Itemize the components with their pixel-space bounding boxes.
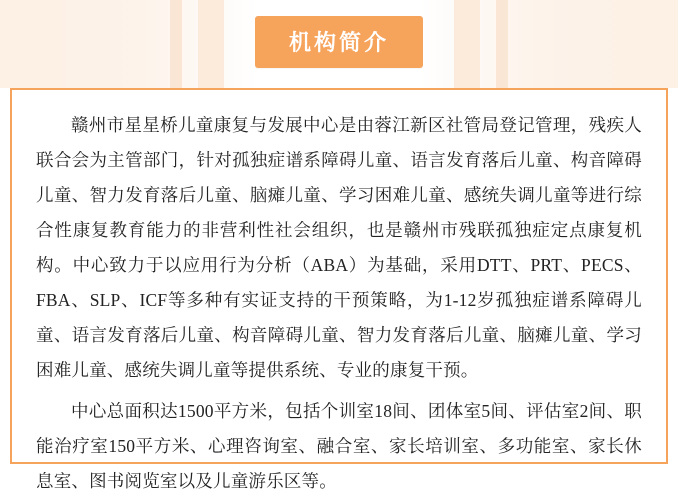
intro-paragraph-2: 中心总面积达1500平方米，包括个训室18间、团体室5间、评估室2间、职能治疗室150平方米、心理咨询室、融合室、家长培训室、多功能室、家长休息室、图书阅览室以及儿童游乐区等。 [36,401,642,491]
header-stripe-right [454,0,480,88]
page-title: 机构简介 [255,16,423,68]
header-stripe-far-left [170,0,182,88]
header-stripe-far-right [496,0,508,88]
content-panel [10,88,668,491]
header-stripe-left [198,0,224,88]
intro-paragraph-1: 赣州市星星桥儿童康复与发展中心是由蓉江新区社管局登记管理，残疾人联合会为主管部门，针对孤独症谱系障碍儿童、语言发育落后儿童、构音障碍儿童、智力发育落后儿童、脑瘫儿童、学习困难儿童、感统失调儿童等进行综合性康复教育能力的非营利性社会组织，也是赣州市残联孤独症定点康复机构。中心致力于以应用行为分析（ABA）为基础，采用DTT、PRT、PECS、FBA、SLP、ICF等多种有实证支持的干预策略，为1-12岁孤独症谱系障碍儿童、语言发育落后儿童、构音障碍儿童、智力发育落后儿童、脑瘫儿童、学习困难儿童、感统失调儿童等提供系统、专业的康复干预。 [36,115,642,380]
page-header [0,0,678,88]
